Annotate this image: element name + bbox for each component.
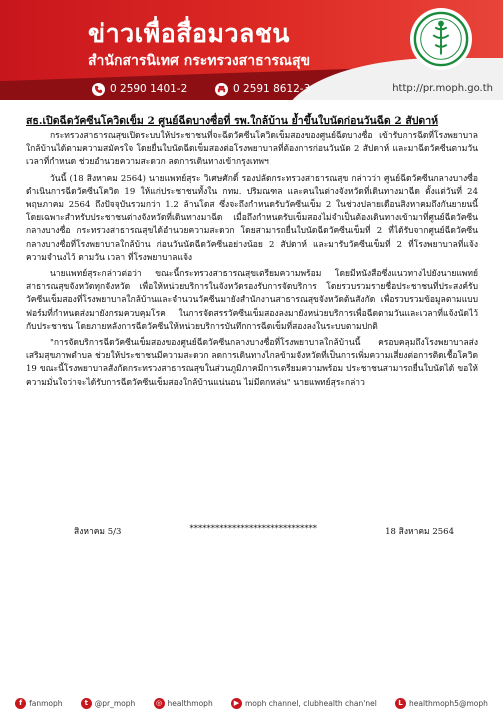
- instagram-handle: healthmoph: [167, 698, 213, 708]
- social-line[interactable]: [395, 698, 488, 709]
- article-body: [26, 130, 478, 393]
- press-release-header: [0, 0, 503, 100]
- article-paragraph: วันนี้ (18 สิงหาคม 2564) นายแพทย์สุระ วิเศษศักดิ์ รองปลัดกระทรวงสาธารณสุข กล่าวว่า ศูนย์ฉีดวัคซีนกลางบางซื่อดำเนินการฉีดวัคซีนโควิด 19 ให้แก่ประชาชนทั้งใน กทม. ปริมณฑล และคนในต่างจังหวัดที่เดินทางมาฉีด ตั้งแต่วันที่ 24 พฤษภาคม 2564 ถึงปัจจุบันรวมกว่า 1.2 ล้านโดส ซึ่งจะถึงกำหนดรับวัคซีนเข็ม 2 ในช่วงปลายเดือนสิงหาคมถึงกันยายนนี้ โดยเฉพาะสำหรับประชาชนต่างจังหวัดที่เดินทางมาฉีด เมื่อถึงกำหนดรับเข็มสองไม่จำเป็นต้องเดินทางเข้ามาที่ศูนย์ฉีดวัคซีนกลางบางซื่อ กระทรวงสาธารณสุขได้อำนวยความสะดวก โดยสามารถยื่นใบนัดฉีดวัคซีนเข็มที่ 2 ที่ได้รับจากศูนย์ฉีดวัคซีนกลางบางซื่อที่โรงพยาบาลใกล้บ้าน ก่อนวันนัดฉีดวัคซีนอย่างน้อย 2 สัปดาห์ และมารับวัคซีนเข็มที่ 2 ที่โรงพยาบาลที่แจ้งความจำนงไว้ ตามวัน เวลา ที่โรงพยาบาลแจ้ง: [26, 173, 478, 263]
- facebook-icon: f: [15, 698, 26, 709]
- website-url[interactable]: http://pr.moph.go.th: [392, 83, 493, 94]
- phone-contact: [92, 81, 187, 97]
- fax-icon: [215, 83, 228, 96]
- line-handle: healthmoph5@moph: [409, 698, 488, 708]
- social-twitter[interactable]: [81, 698, 136, 709]
- article-headline: สธ.เปิดฉีดวัคซีนโควิดเข็ม 2 ศูนย์ฉีดบางซื่อที่ รพ.ใกล้บ้าน ย้ำขึ้นใบนัดก่อนวันฉีด 2 สัปดาห์: [26, 115, 439, 127]
- separator-stars: ******************************: [189, 524, 318, 534]
- instagram-icon: ◎: [154, 698, 165, 709]
- ministry-logo: [410, 8, 472, 70]
- release-date: 18 สิงหาคม 2564: [385, 527, 454, 537]
- reference-number: สิงหาคม 5/3: [74, 527, 122, 537]
- social-facebook[interactable]: [15, 698, 62, 709]
- social-footer: [0, 686, 503, 720]
- fax-contact: [215, 81, 310, 97]
- release-reference-line: [74, 524, 454, 538]
- twitter-icon: t: [81, 698, 92, 709]
- article-quote: "การจัดบริการฉีดวัคซีนเข็มสองของศูนย์ฉีดวัคซีนกลางบางซื่อที่โรงพยาบาลใกล้บ้านนี้ ครอบคลุมถึงโรงพยาบาลส่งเสริมสุขภาพตำบล ช่วยให้ประชาชนมีความสะดวก ลดการเดินทางไกลข้ามจังหวัดที่เป็นการเพิ่มความเสี่ยงต่อการติดเชื้อโควิด 19 ขณะนี้โรงพยาบาลสังกัดกระทรวงสาธารณสุขในส่วนภูมิภาคมีการเตรียมความพร้อม ประชาชนสามารถยื่นใบนัดได้ ขอให้ความมั่นใจว่าจะได้รับการฉีดวัคซีนเข็มสองใกล้บ้านแน่นอน ไม่มีตกหล่น" นายแพทย์สุระกล่าว: [26, 338, 478, 388]
- youtube-icon: ▶: [231, 698, 242, 709]
- article-paragraph: กระทรวงสาธารณสุขเปิดระบบให้ประชาชนที่จะฉีดวัคซีนโควิดเข็มสองของศูนย์ฉีดบางซื่อ เข้ารับการฉีดที่โรงพยาบาลใกล้บ้านได้ตามความสมัครใจ โดยยื่นใบนัดฉีดเข็มสองต่อโรงพยาบาลที่ต้องการก่อนวันนัด 2 สัปดาห์ และมาฉีดวัคซีนตามวันเวลาที่กำหนด ช่วยอำนวยความสะดวก ลดการเดินทางเข้ากรุงเทพฯ: [26, 131, 478, 168]
- line-icon: L: [395, 698, 406, 709]
- header-title: ข่าวเพื่อสื่อมวลชน: [88, 19, 290, 48]
- facebook-handle: fanmoph: [29, 698, 63, 708]
- header-subtitle: สำนักสารนิเทศ กระทรวงสาธารณสุข: [88, 53, 311, 69]
- phone-icon: [92, 83, 105, 96]
- social-instagram[interactable]: [154, 698, 213, 709]
- twitter-handle: @pr_moph: [94, 698, 136, 708]
- article-paragraph: นายแพทย์สุระกล่าวต่อว่า ขณะนี้กระทรวงสาธารณสุขเตรียมความพร้อม โดยมีหนังสือซึ่งแนวทางไปยังนายแพทย์สาธารณสุขจังหวัดทุกจังหวัด เพื่อให้หน่วยบริการในจังหวัดรองรับการจัดบริการ โดยรวบรวมรายชื่อประชาชนที่ประสงค์รับวัคซีนเข็มสองที่โรงพยาบาลใกล้บ้านและจำนวนวัคซีนมายังสำนักงานสาธารณสุขจังหวัดต้นสังกัด เพื่อรวบรวมข้อมูลตามแบบฟอร์มที่กำหนดส่งมายังกรมควบคุมโรค ในการจัดสรรวัคซีนเข็มสองลงมายังหน่วยบริการเพื่อฉีดตามวันและเวลาที่แจ้งนัดไว้กับประชาชน โดยภายหลังการฉีดวัคซีนให้หน่วยบริการบันทึกการฉีดเข็มที่สองลงในระบบตามปกติ: [26, 269, 478, 332]
- social-youtube[interactable]: [231, 698, 377, 709]
- fax-number: 0 2591 8612-3: [233, 83, 311, 95]
- youtube-handle: moph channel, clubhealth chan'nel: [244, 698, 377, 708]
- phone-number: 0 2590 1401-2: [110, 83, 188, 95]
